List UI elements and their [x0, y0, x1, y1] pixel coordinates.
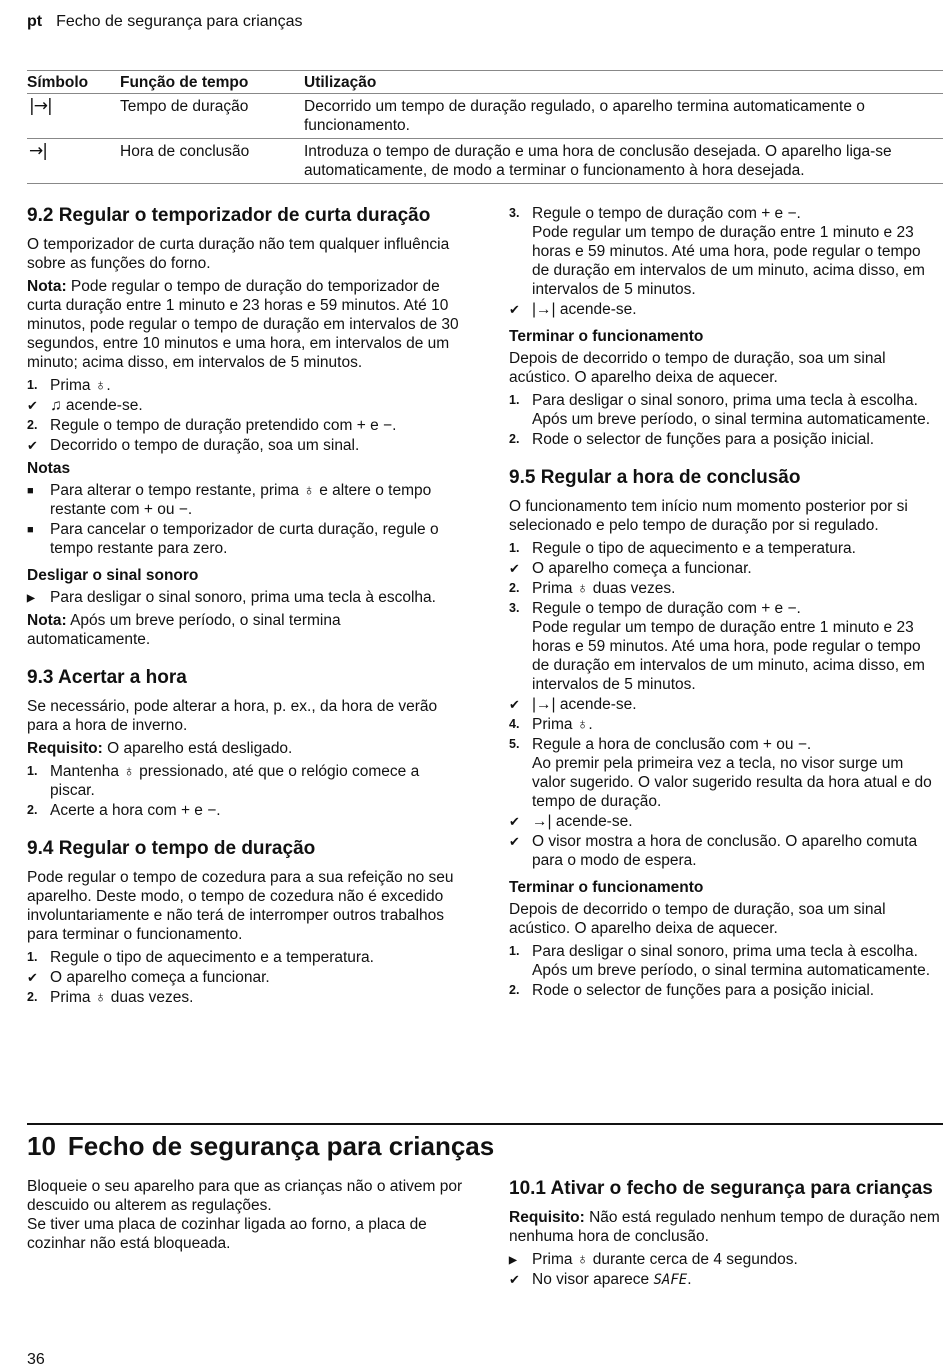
step-marker: 2.: [27, 418, 38, 432]
requirement: [27, 739, 459, 758]
list-item: [27, 588, 459, 607]
end-time-icon: →|: [29, 141, 47, 161]
action-list: [509, 1250, 943, 1290]
left-column: [27, 205, 459, 1011]
list-item: [509, 204, 941, 299]
section-title: 9.4 Regular o tempo de duração: [27, 838, 316, 859]
list-item: [509, 559, 941, 578]
requirement: [509, 1208, 943, 1246]
list-item: [509, 715, 941, 734]
requirement-label: Requisito:: [27, 740, 103, 757]
section-title: 9.3 Acertar a hora: [27, 667, 187, 688]
list-item: [509, 430, 941, 449]
list-item: [27, 948, 459, 967]
step-text: O aparelho começa a funcionar.: [532, 560, 752, 577]
step-text: Prima ♁.: [50, 377, 111, 394]
right-column: [509, 204, 941, 1004]
step-text: |→| acende-se.: [532, 301, 637, 318]
step-marker: 1.: [27, 950, 38, 964]
list-item: [509, 579, 941, 598]
list-item: [509, 942, 941, 980]
step-marker: 2.: [509, 432, 520, 446]
list-item: [509, 1250, 943, 1269]
paragraph: Depois de decorrido o tempo de duração, soa um sinal acústico. O aparelho deixa de aquecer.: [509, 350, 886, 386]
note: [27, 611, 459, 649]
requirement-label: Requisito:: [509, 1209, 585, 1226]
step-text: |→| acende-se.: [532, 696, 637, 713]
requirement-text: O aparelho está desligado.: [107, 740, 293, 757]
check-icon: ✔: [509, 834, 520, 849]
check-icon: ✔: [509, 697, 520, 712]
step-detail: Pode regular um tempo de duração entre 1 minuto e 23 horas e 59 minutos. Até uma hora, pode regular o tempo de duração em intervalos de um minuto, acima disso, em intervalos de 5 minutos.: [532, 619, 925, 693]
paragraph: Pode regular o tempo de cozedura para a sua refeição no seu aparelho. Deste modo, o tempo de cozedura não é excedido involuntariamente e não terá de interromper outros trabalhos para terminar o funcionamento.: [27, 869, 454, 943]
chapter-title: [27, 1131, 943, 1161]
note-item: Para alterar o tempo restante, prima ♁ e altere o tempo restante com + ou −.: [50, 482, 432, 518]
step-text: Regule o tipo de aquecimento e a temperatura.: [532, 540, 856, 557]
arrow-bullet-icon: ▶: [27, 593, 35, 604]
paragraph: O temporizador de curta duração não tem qualquer influência sobre as funções do forno.: [27, 236, 450, 272]
check-icon: ✔: [509, 561, 520, 576]
section-title: 10.1 Ativar o fecho de segurança para crianças: [509, 1178, 933, 1199]
list-item: [27, 762, 459, 800]
paragraph: O funcionamento tem início num momento posterior por si selecionado e pelo tempo de duração por si regulado.: [509, 498, 908, 534]
list-item: [509, 695, 941, 714]
step-marker: 3.: [509, 601, 520, 615]
list-item: [509, 812, 941, 831]
check-icon: ✔: [509, 814, 520, 829]
steps-list: [27, 762, 459, 820]
chapter-title-text: Fecho de segurança para crianças: [67, 1131, 495, 1161]
subheading: Terminar o funcionamento: [509, 879, 704, 896]
step-text-prefix: No visor aparece: [532, 1271, 650, 1288]
safe-display-text: SAFE: [653, 1272, 688, 1288]
paragraph: Se necessário, pode alterar a hora, p. ex., da hora de verão para a hora de inverno.: [27, 698, 438, 734]
list-item: [27, 396, 459, 415]
steps-list: [509, 539, 941, 870]
table-cell: [27, 94, 120, 139]
table-cell: Decorrido um tempo de duração regulado, o aparelho termina automaticamente o funcionamento.: [304, 94, 943, 139]
running-header: [27, 12, 302, 31]
paragraph: Depois de decorrido o tempo de duração, soa um sinal acústico. O aparelho deixa de aquecer.: [509, 901, 886, 937]
step-text: Regule a hora de conclusão com + ou −.: [532, 736, 812, 753]
step-marker: 3.: [509, 206, 520, 220]
page-number: 36: [27, 1351, 45, 1368]
list-item: [509, 735, 941, 811]
note: [27, 277, 459, 372]
chapter-intro: [27, 1177, 467, 1257]
note-label: Nota:: [27, 612, 67, 629]
step-marker: 2.: [509, 581, 520, 595]
step-text: O aparelho começa a funcionar.: [50, 969, 270, 986]
running-title: Fecho de segurança para crianças: [56, 13, 303, 30]
table-row: [27, 94, 943, 139]
list-item: [509, 300, 941, 319]
list-item: [27, 436, 459, 455]
section-title: 9.2 Regular o temporizador de curta duração: [27, 205, 431, 226]
steps-list: [509, 204, 941, 319]
step-marker: 2.: [27, 990, 38, 1004]
list-item: [27, 988, 459, 1007]
note-text: Após um breve período, o sinal termina automaticamente.: [27, 612, 341, 648]
check-icon: ✔: [27, 398, 38, 413]
section-title: 9.5 Regular a hora de conclusão: [509, 467, 801, 488]
list-item: [509, 832, 941, 870]
step-text: Acerte a hora com + e −.: [50, 802, 221, 819]
step-text: Prima ♁ duas vezes.: [50, 989, 194, 1006]
step-detail: Após um breve período, o sinal termina automaticamente.: [532, 962, 931, 979]
step-marker: 5.: [509, 737, 520, 751]
section-10-1: [509, 1178, 943, 1294]
step-text: Mantenha ♁ pressionado, até que o relógio comece a piscar.: [50, 763, 420, 799]
note-item: Para cancelar o temporizador de curta duração, regule o tempo restante para zero.: [50, 521, 439, 557]
list-item: [27, 801, 459, 820]
list-item: [509, 981, 941, 1000]
bullet-icon: ■: [27, 524, 34, 536]
step-text: Prima ♁.: [532, 716, 593, 733]
step-detail: Após um breve período, o sinal termina automaticamente.: [532, 411, 931, 428]
note-text: Pode regular o tempo de duração do temporizador de curta duração entre 1 minuto e 23 horas e 59 minutos. Até 10 minutos, pode regular o tempo de duração em intervalos de 30 segundos, entre 10 minutos e uma hora, em intervalos de um minuto; acima disso, em intervalos de 5 minutos.: [27, 278, 459, 371]
steps-list: [27, 948, 459, 1007]
step-text: Para desligar o sinal sonoro, prima uma tecla à escolha.: [532, 943, 918, 960]
step-text: Decorrido o tempo de duração, soa um sinal.: [50, 437, 360, 454]
table-cell: [27, 139, 120, 184]
step-text-suffix: .: [687, 1271, 692, 1288]
notes-list: [27, 481, 459, 558]
steps-list: [27, 376, 459, 455]
list-item: [27, 376, 459, 395]
subheading: Terminar o funcionamento: [509, 328, 704, 345]
action-list: [27, 588, 459, 607]
step-marker: 4.: [509, 717, 520, 731]
list-item: [509, 391, 941, 429]
time-function-table: [27, 70, 943, 184]
bullet-icon: ■: [27, 485, 34, 497]
subheading: Desligar o sinal sonoro: [27, 567, 199, 584]
note-label: Nota:: [27, 278, 67, 295]
step-marker: 1.: [509, 541, 520, 555]
chapter-heading: [27, 1123, 943, 1161]
list-item: [27, 968, 459, 987]
step-text: Prima ♁ durante cerca de 4 segundos.: [532, 1251, 798, 1268]
duration-icon: |→|: [29, 96, 52, 116]
steps-list: [509, 942, 941, 1000]
step-text: ♫ acende-se.: [50, 397, 143, 414]
step-text: →| acende-se.: [532, 813, 633, 830]
list-item: [27, 416, 459, 435]
table-row: [27, 139, 943, 184]
check-icon: ✔: [509, 302, 520, 317]
step-text: O visor mostra a hora de conclusão. O aparelho comuta para o modo de espera.: [532, 833, 918, 869]
arrow-bullet-icon: ▶: [509, 1255, 517, 1266]
check-icon: ✔: [27, 438, 38, 453]
subheading: Notas: [27, 460, 71, 477]
step-marker: 2.: [509, 983, 520, 997]
chapter-number: 10: [27, 1131, 56, 1161]
table-cell: Tempo de duração: [120, 94, 304, 139]
language-code: pt: [27, 13, 43, 30]
list-item: [509, 1270, 943, 1290]
step-marker: 1.: [509, 944, 520, 958]
step-marker: 1.: [27, 378, 38, 392]
list-item: [509, 599, 941, 694]
step-text: Rode o selector de funções para a posição inicial.: [532, 982, 875, 999]
paragraph: Bloqueie o seu aparelho para que as crianças não o ativem por descuido ou alterem as regulações.: [27, 1178, 463, 1214]
table-header: Função de tempo: [120, 71, 304, 94]
step-text: Prima ♁ duas vezes.: [532, 580, 676, 597]
steps-list: [509, 391, 941, 449]
list-item: [27, 520, 459, 558]
table-header: Símbolo: [27, 71, 120, 94]
step-text: Regule o tipo de aquecimento e a temperatura.: [50, 949, 374, 966]
table-cell: Hora de conclusão: [120, 139, 304, 184]
step-marker: 1.: [509, 393, 520, 407]
list-item: [27, 481, 459, 519]
check-icon: ✔: [27, 970, 38, 985]
table-cell: Introduza o tempo de duração e uma hora de conclusão desejada. O aparelho liga-se automaticamente, de modo a terminar o funcionamento à hora desejada.: [304, 139, 943, 184]
step-text: Para desligar o sinal sonoro, prima uma tecla à escolha.: [50, 589, 436, 606]
step-marker: 2.: [27, 803, 38, 817]
table-header-row: [27, 71, 943, 94]
check-icon: ✔: [509, 1272, 520, 1287]
step-marker: 1.: [27, 764, 38, 778]
step-text: Regule o tempo de duração com + e −.: [532, 600, 801, 617]
requirement-text: Não está regulado nenhum tempo de duração nem nenhuma hora de conclusão.: [509, 1209, 940, 1245]
step-detail: Ao premir pela primeira vez a tecla, no visor surge um valor sugerido. O valor sugerido resulta da hora atual e do tempo de duração.: [532, 755, 932, 810]
paragraph: Se tiver uma placa de cozinhar ligada ao forno, a placa de cozinhar não está bloqueada.: [27, 1216, 427, 1252]
step-text: Regule o tempo de duração pretendido com + e −.: [50, 417, 397, 434]
step-text: Rode o selector de funções para a posição inicial.: [532, 431, 875, 448]
step-detail: Pode regular um tempo de duração entre 1 minuto e 23 horas e 59 minutos. Até uma hora, pode regular o tempo de duração em intervalos de um minuto, acima disso, em intervalos de 5 minutos.: [532, 224, 925, 298]
step-text: Regule o tempo de duração com + e −.: [532, 205, 801, 222]
step-text: Para desligar o sinal sonoro, prima uma tecla à escolha.: [532, 392, 918, 409]
list-item: [509, 539, 941, 558]
table-header: Utilização: [304, 71, 943, 94]
